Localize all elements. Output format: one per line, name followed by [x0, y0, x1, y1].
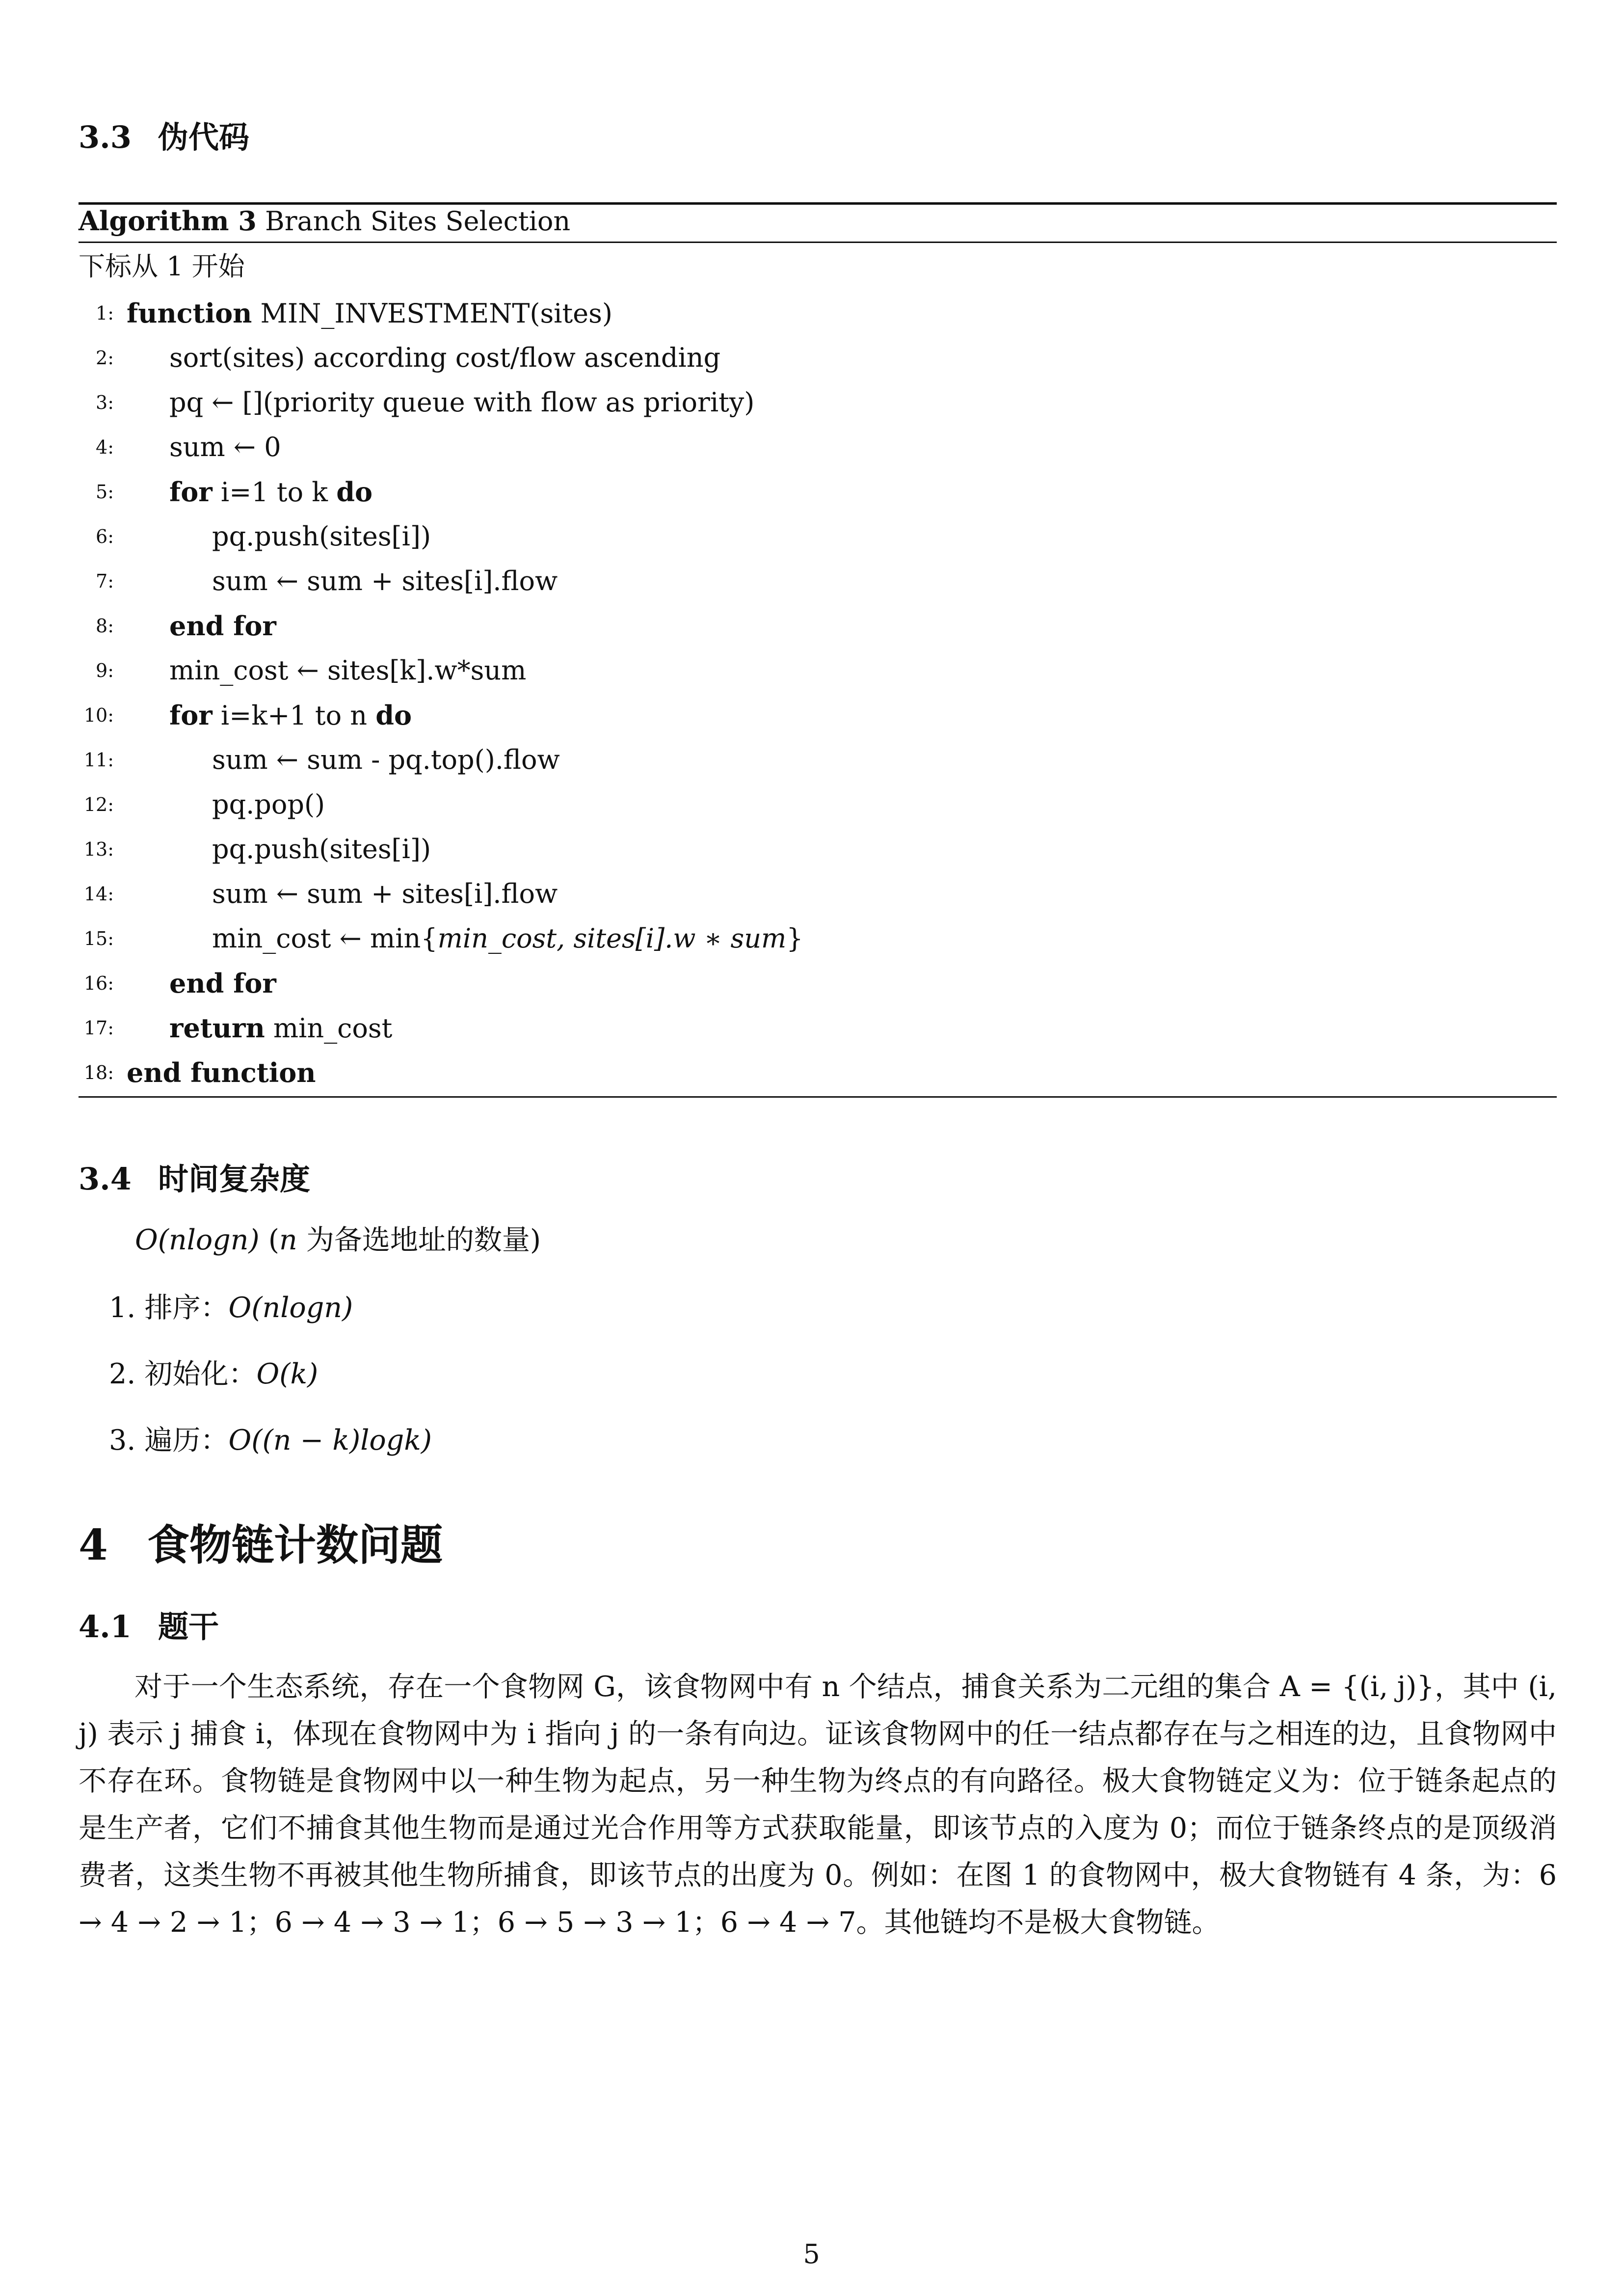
section-number: 3.4 [79, 1161, 132, 1197]
keyword: end for [169, 610, 276, 642]
section-3-4-heading [79, 1155, 310, 1198]
line-number: 17: [83, 1017, 114, 1039]
item-label: 遍历： [144, 1424, 229, 1457]
line-code [127, 291, 612, 336]
line-number: 13: [83, 838, 114, 860]
line-number: 3: [96, 392, 114, 413]
item-number: 3. [109, 1424, 136, 1457]
section-4-1-heading [79, 1602, 219, 1646]
function-name: MIN_INVESTMENT [260, 298, 530, 329]
line-code [127, 1051, 316, 1095]
item-label: 排序： [144, 1292, 229, 1324]
keyword: do [336, 476, 372, 508]
item-label: 初始化： [144, 1358, 257, 1390]
line-code: sum ← 0 [169, 432, 281, 462]
section-4-heading [79, 1511, 443, 1572]
line-code: pq ← [](priority queue with flow as priority) [169, 387, 755, 418]
math-expression: O((n − k)logk) [228, 1424, 432, 1457]
line-number: 7: [96, 570, 114, 592]
keyword: end function [127, 1057, 316, 1088]
line-number: 6: [96, 526, 114, 547]
algorithm-note: 下标从 1 开始 [79, 251, 245, 282]
algorithm-bottom-rule [79, 1096, 1557, 1098]
keyword: end for [169, 968, 276, 999]
summary-text: 为备选地址的数量) [306, 1224, 541, 1256]
line-code: min_cost ← sites[k].w*sum [169, 655, 527, 686]
complexity-item [109, 1418, 432, 1458]
line-number: 15: [83, 928, 114, 949]
section-3-3-heading [79, 113, 249, 157]
loop-range: i=k+1 to n [220, 700, 368, 731]
code-text: } [786, 923, 803, 954]
line-code [212, 917, 803, 961]
line-number: 8: [96, 615, 114, 637]
paren: ( [268, 1224, 280, 1256]
math-expression: O(nlogn) [135, 1224, 260, 1256]
line-code: pq.push(sites[i]) [212, 521, 431, 552]
function-args: (sites) [530, 298, 612, 329]
complexity-item [109, 1285, 353, 1325]
algorithm-top-rule [79, 202, 1557, 205]
keyword: do [375, 700, 412, 731]
item-number: 1. [109, 1292, 136, 1324]
section-number: 4 [79, 1520, 108, 1570]
line-code: sort(sites) according cost/flow ascending [169, 342, 721, 373]
line-number: 2: [96, 347, 114, 369]
page-number: 5 [803, 2239, 820, 2269]
item-number: 2. [109, 1358, 136, 1390]
complexity-item [109, 1351, 318, 1392]
keyword: for [169, 476, 213, 508]
line-number: 12: [83, 794, 114, 815]
complexity-summary [135, 1217, 541, 1258]
section-title: 时间复杂度 [158, 1161, 311, 1197]
line-code [169, 470, 372, 514]
algorithm-caption-rule [79, 242, 1557, 243]
line-number: 5: [96, 481, 114, 503]
line-number: 1: [96, 302, 114, 324]
keyword: return [169, 1012, 265, 1044]
line-code: pq.push(sites[i]) [212, 834, 431, 864]
line-number: 9: [96, 660, 114, 681]
section-title: 伪代码 [158, 119, 250, 155]
code-text: min_cost [273, 1013, 393, 1044]
line-code [169, 1006, 392, 1051]
line-code [169, 604, 276, 648]
section-title: 食物链计数问题 [147, 1520, 443, 1570]
keyword: function [127, 297, 252, 329]
math-expression: min_cost, sites[i].w ∗ sum [437, 923, 787, 954]
section-number: 4.1 [79, 1609, 132, 1645]
algorithm-caption [79, 205, 570, 237]
line-number: 14: [83, 883, 114, 905]
line-code: pq.pop() [212, 789, 325, 820]
math-expression: O(k) [256, 1358, 319, 1390]
line-code: sum ← sum + sites[i].flow [212, 878, 558, 909]
line-code [169, 961, 276, 1006]
code-text: min_cost ← min{ [212, 923, 438, 954]
loop-range: i=1 to k [220, 477, 328, 508]
section-title: 题干 [158, 1609, 219, 1645]
section-number: 3.3 [79, 119, 132, 155]
line-number: 18: [83, 1062, 114, 1083]
line-number: 4: [96, 436, 114, 458]
line-code [169, 693, 412, 738]
keyword: for [169, 700, 213, 731]
line-code: sum ← sum + sites[i].flow [212, 566, 558, 596]
line-number: 10: [83, 704, 114, 726]
line-code: sum ← sum - pq.top().flow [212, 744, 560, 775]
algorithm-name: Branch Sites Selection [265, 206, 571, 237]
line-number: 16: [83, 972, 114, 994]
math-var: n [279, 1224, 297, 1256]
algorithm-body [0, 291, 1623, 1096]
math-expression: O(nlogn) [228, 1292, 353, 1324]
problem-paragraph: 对于一个生态系统，存在一个食物网 G，该食物网中有 n 个结点，捕食关系为二元组的集合 A = {(i, j)}，其中 (i, j) 表示 j 捕食 i，体现在食物网中为 i 指向 j 的一条有向边。证该食物网中的任一结点都存在与之相连的边，且食物网中不存在环。食物链是食物网中以一种生物为起点，另一种生物为终点的有向路径。极大食物链定义为：位于链条起点的是生产者，它们不捕食其他生物而是通过光合作用等方式获取能量，即该节点的入度为 0；而位于链条终点的是顶级消费者，这类生物不再被其他生物所捕食，即该节点的出度为 0。例如：在图 1 的食物网中，极大食物链有 4 条，为：6 → 4 → 2 → 1；6 → 4 → 3 → 1；6 → 5 → 3 → 1；6 → 4 → 7。其他链均不是极大食物链。 [79, 1671, 1557, 1939]
algorithm-label: Algorithm 3 [79, 205, 257, 237]
line-number: 11: [83, 749, 114, 771]
